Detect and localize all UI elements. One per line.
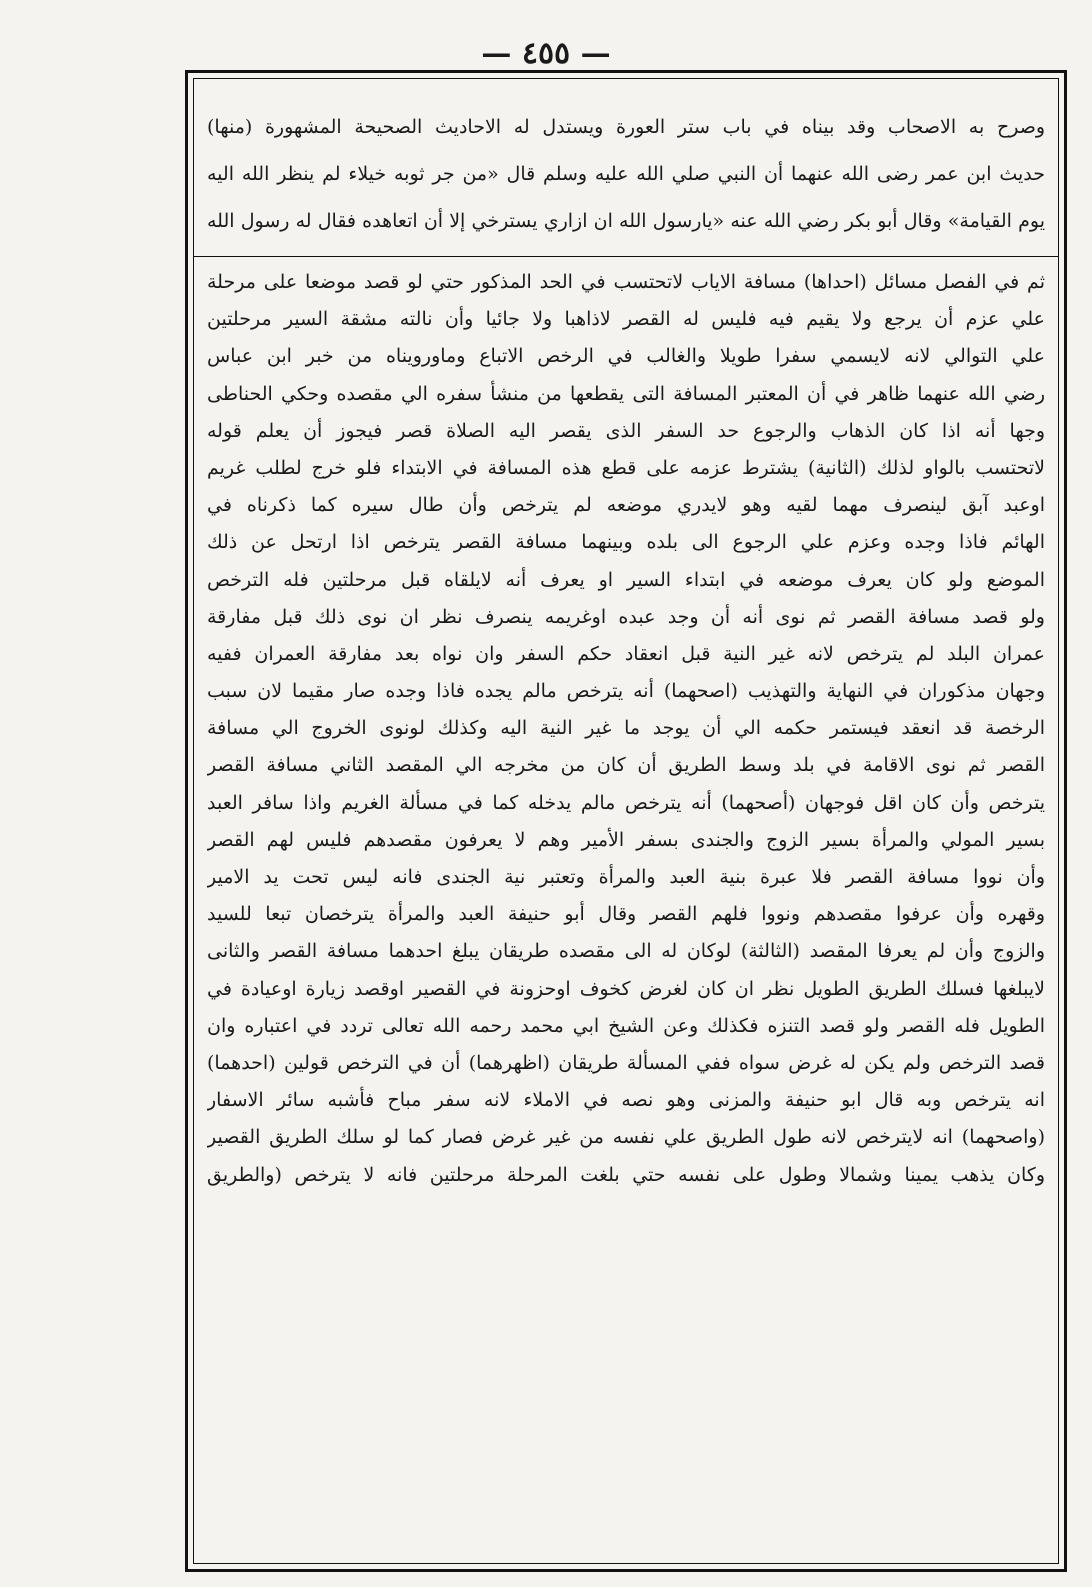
text-line: يترخص وأن كان اقل فوجهان (أصحهما) أنه يترخص مالم يدخله كما في مسألة الغريم واذا سافر العبد xyxy=(207,791,1045,814)
page-number: — ٤٥٥ — xyxy=(481,36,611,71)
text-line: (واصحهما) انه لايترخص لانه طول الطريق علي نفسه من غير غرض فصار كما لو سلك الطريق القصير xyxy=(207,1126,1045,1149)
main-text-block xyxy=(193,264,1059,1194)
text-line: وكان يذهب يمينا وشمالا وطول على نفسه حتي بلغت المرحلة مرحلتين فانه لا يترخص (والطريق xyxy=(207,1163,1045,1186)
text-line: وجهان مذكوران في النهاية والتهذيب (اصحهما) أنه يترخص مالم يجده فاذا وجده صار مقيما لان سبب xyxy=(207,680,1045,703)
text-line: وأن نووا مسافة القصر فلا عبرة بنية العبد والمرأة وتعتبر نية الجندى فانه ليس تحت يد الامير xyxy=(207,866,1045,888)
text-line: ثم في الفصل مسائل (احداها) مسافة الاياب لاتحتسب في الحد المذكور حتي لو قصد موضعا على مرحلة xyxy=(207,271,1045,293)
text-line: انه يترخص وبه قال ابو حنيفة والمزنى وهو نصه في الاملاء لانه سفر مباح فأشبه سائر الاسفار xyxy=(207,1089,1045,1112)
text-line: رضي الله عنهما ظاهر في أن المعتبر المسافة التى يقطعها من منشأ سفره الي مقصده وحكي الحناطى xyxy=(207,382,1045,405)
text-line: علي التوالي لانه لايسمي سفرا طويلا والغالب في الرخص الاتباع وماورويناه من خبر ابن عباس xyxy=(207,345,1045,368)
margin-note-line: حديث ابن عمر رضى الله عنهما أن النبي صلي الله عليه وسلم قال «من جر ثوبه خيلاء لم ينظر الله اليه xyxy=(207,163,1045,185)
text-line: وقهره وأن عرفوا مقصدهم ونووا فلهم القصر وقال أبو حنيفة العبد والمرأة يترخصان تبعا للسيد xyxy=(207,903,1045,926)
text-line: والزوج وأن لم يعرفا المقصد (الثالثة) لوكان له الى مقصده طريقان يبلغ احدهما مسافة القصر والثانى xyxy=(207,940,1045,963)
text-line: بسير المولي والمرأة بسير الزوج والجندى بسفر الأمير وهم لا يعرفون مقصدهم فليس لهم القصر xyxy=(207,828,1045,851)
text-line: لاتحتسب بالواو لذلك (الثانية) يشترط عزمه على قطع هذه المسافة في الابتداء فلو خرج لطلب غريم xyxy=(207,456,1045,479)
text-line: الطويل فله القصر ولو قصد التنزه فكذلك وعن الشيخ ابي محمد رحمه الله تعالى تردد في اعتباره وان xyxy=(207,1014,1045,1037)
margin-note-line: وصرح به الاصحاب وقد بيناه في باب ستر العورة ويستدل له الاحاديث الصحيحة المشهورة (منها) xyxy=(207,116,1045,138)
section-divider xyxy=(193,256,1059,257)
text-line: عمران البلد لم يترخص لانه غير النية قبل انعقاد حكم السفر وان نواه بعد مفارقة العمران ففيه xyxy=(207,642,1045,665)
text-line: قصد الترخص ولم يكن له غرض سواه ففي المسألة طريقان (اظهرهما) أن في الترخص قولين (احدهما) xyxy=(207,1051,1045,1074)
text-line: ولو قصد مسافة القصر ثم نوى أنه أن وجد عبده اوغريمه ينصرف نظر ان نوى ذلك قبل مفارقة xyxy=(207,605,1045,628)
text-line: القصر ثم نوى الاقامة في بلد وسط الطريق أن كان من مخرجه الي المقصد الثاني مسافة القصر xyxy=(207,754,1045,777)
text-line: الرخصة قد انعقد فيستمر حكمه الي أن يوجد ما غير النية اليه وكذلك لونوى الخروج الي مسافة xyxy=(207,717,1045,740)
text-line: الهائم فاذا وجده وعزم علي الرجوع الى بلده وبينهما مسافة القصر يترخص اذا ارتحل عن ذلك xyxy=(207,531,1045,554)
text-line: علي عزم أن يرجع ولا يقيم فيه فليس له القصر لاذاهبا ولا جائيا وأن نالته مشقة السير مرحلتين xyxy=(207,308,1045,331)
text-line: اوعبد آبق لينصرف مهما لقيه وهو لايدري موضعه لم يترخص وأن طال سيره كما ذكرناه في xyxy=(207,494,1045,517)
text-line: الموضع ولو كان يعرف موضعه في ابتداء السير او يعرف أنه لايلقاه قبل مرحلتين فله الترخص xyxy=(207,568,1045,591)
margin-note-block xyxy=(193,80,1059,258)
text-line: وجها أنه اذا كان الذهاب والرجوع حد السفر الذى يقصر اليه الصلاة قصر فيجوز أن يعلم قوله xyxy=(207,419,1045,442)
text-line: لايبلغها فسلك الطريق الطويل نظر ان كان لغرض كخوف اوحزونة في القصير اوقصد زيارة اوعيادة في xyxy=(207,977,1045,1000)
margin-note-line: يوم القيامة» وقال أبو بكر رضي الله عنه «يارسول الله ان ازاري يسترخي إلا أن اتعاهده فقال له رسول الله xyxy=(207,210,1045,232)
